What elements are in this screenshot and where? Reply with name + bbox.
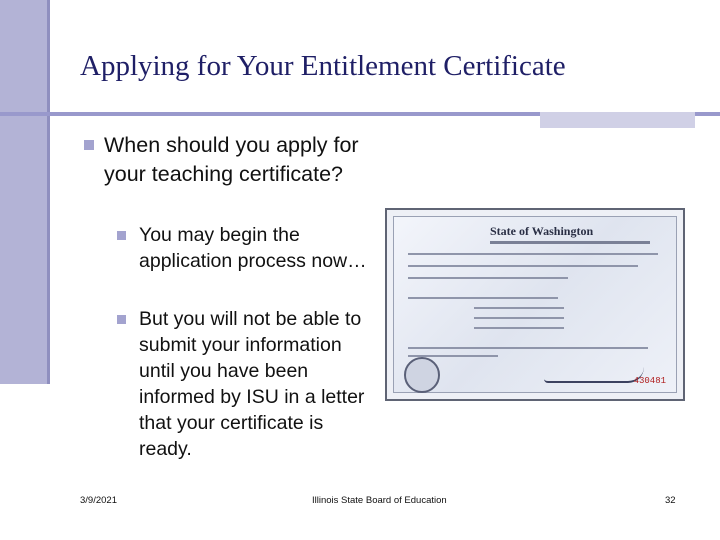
certificate-text-line: [408, 297, 558, 299]
bullet-main-text: When should you apply for your teaching certificate?: [104, 133, 359, 186]
certificate-text-line: [474, 327, 564, 329]
certificate-signature: [544, 367, 644, 383]
page-title: Applying for Your Entitlement Certificate: [80, 50, 566, 82]
certificate-subtitle-line: [490, 241, 650, 244]
certificate-number: 430481: [633, 376, 666, 386]
certificate-text-line: [474, 317, 564, 319]
sub-bullet-square-icon: [117, 315, 126, 324]
title-divider-accent: [540, 112, 695, 128]
certificate-inner: [393, 216, 677, 393]
footer-page-number: 32: [665, 495, 676, 506]
sub-bullet-square-icon: [117, 231, 126, 240]
certificate-text-line: [408, 253, 658, 255]
sub-bullet-text-2: But you will not be able to submit your information until you have been informed by ISU in a letter that your certificate is ready.: [139, 308, 365, 460]
sub-bullet-text-1: You may begin the application process now…: [139, 224, 367, 272]
bullet-square-icon: [84, 140, 94, 150]
certificate-text-line: [408, 347, 648, 349]
footer-center: Illinois State Board of Education: [312, 495, 447, 506]
certificate-state-title: State of Washington: [490, 224, 594, 238]
certificate-text-line: [408, 277, 568, 279]
certificate-seal-icon: [404, 357, 440, 393]
certificate-text-line: [474, 307, 564, 309]
footer-date: 3/9/2021: [80, 495, 117, 506]
certificate-image: [385, 208, 685, 401]
certificate-text-line: [408, 265, 638, 267]
left-accent-bar: [0, 0, 50, 384]
